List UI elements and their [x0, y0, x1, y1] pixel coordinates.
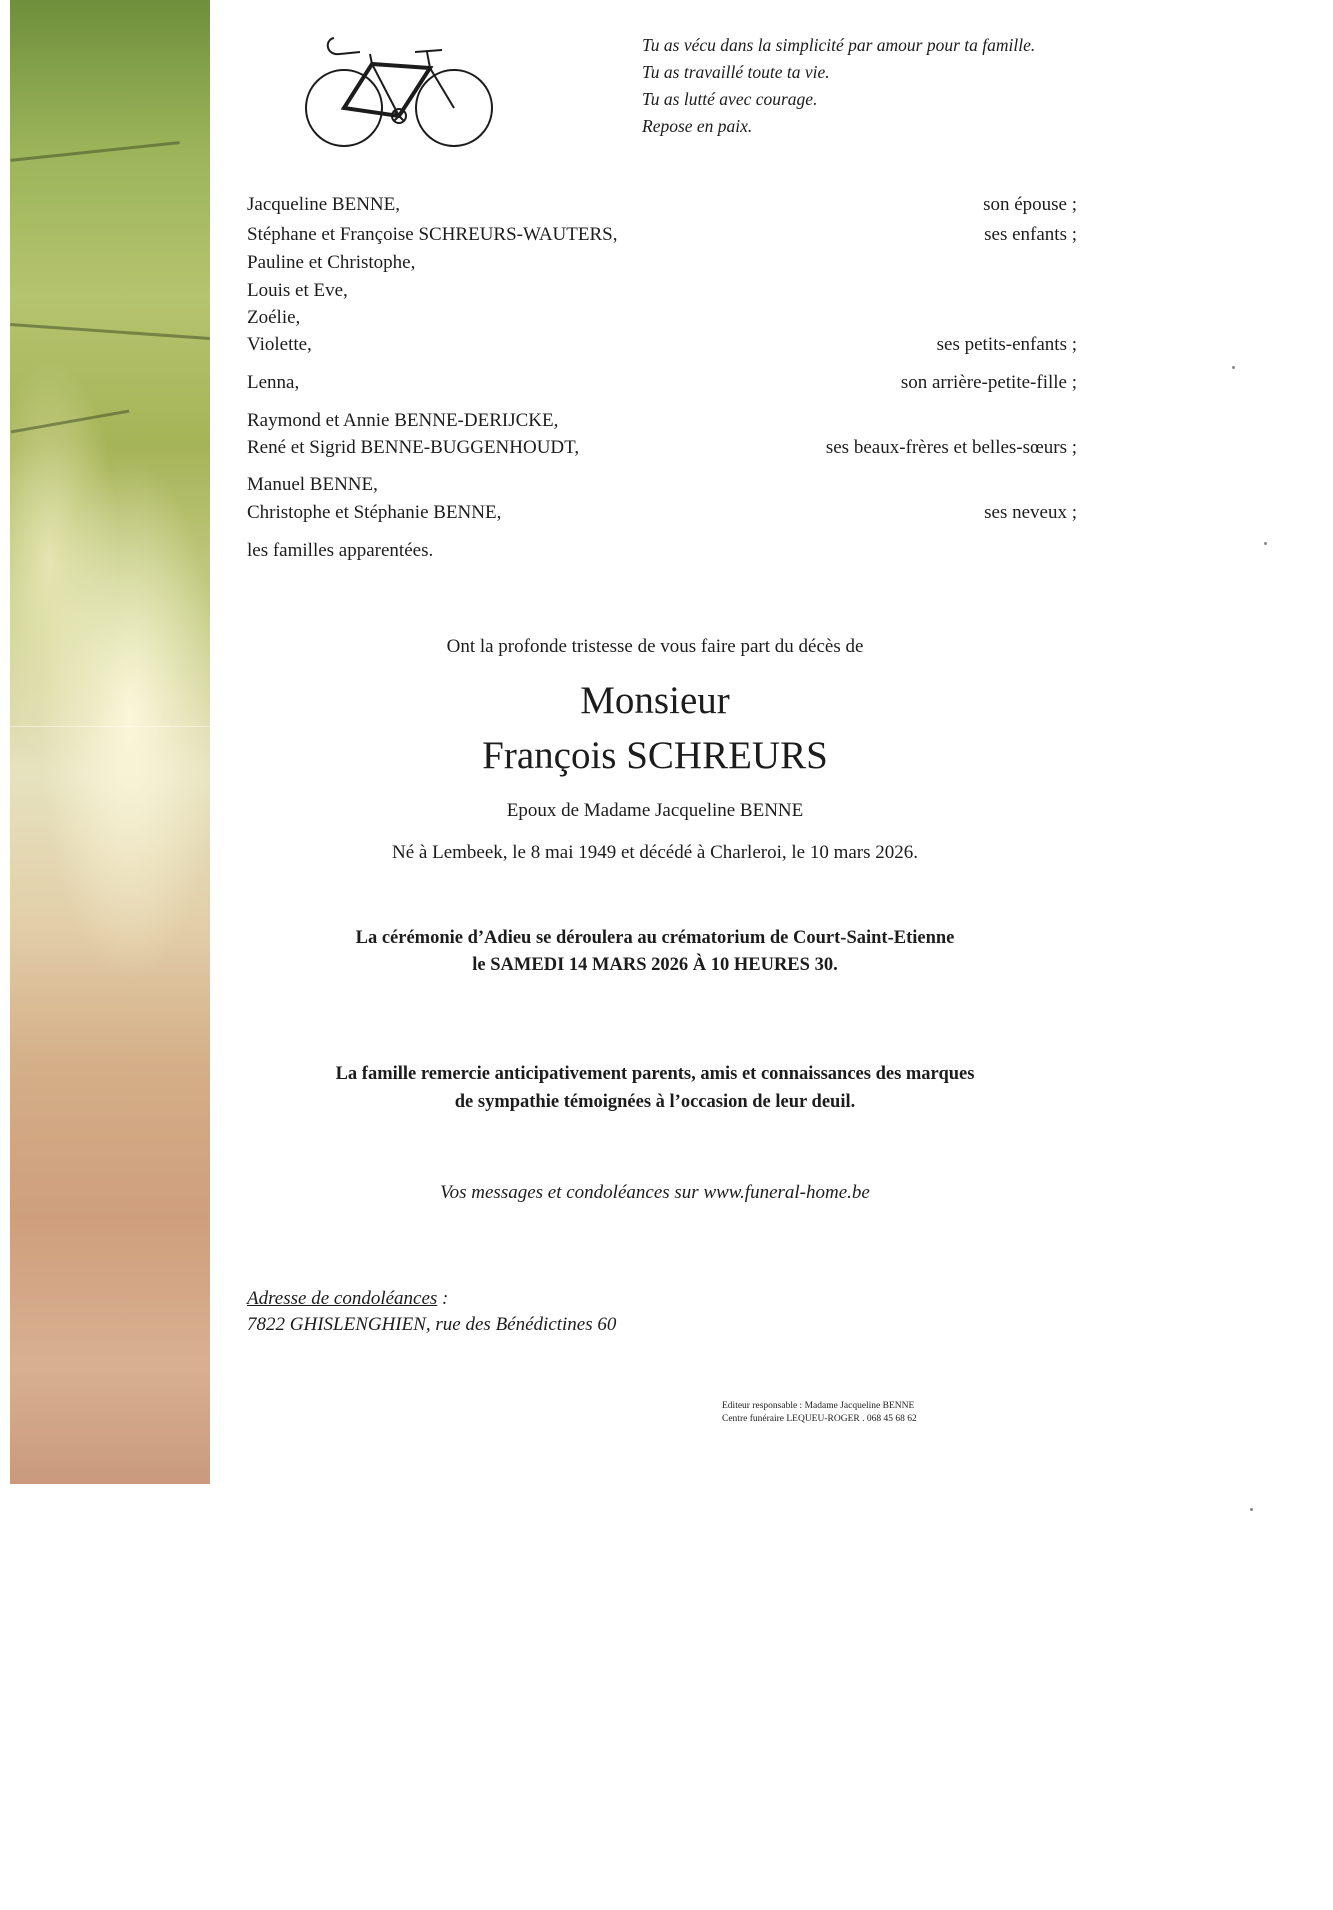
- family-member: Pauline et Christophe,: [247, 252, 416, 273]
- poem-line: Tu as lutté avec courage.: [642, 89, 818, 109]
- family-member: Raymond et Annie BENNE-DERIJCKE,: [247, 410, 559, 431]
- family-member: René et Sigrid BENNE-BUGGENHOUDT,: [247, 437, 580, 458]
- family-member: Stéphane et Françoise SCHREURS-WAUTERS,: [247, 224, 618, 245]
- poem: [642, 32, 1035, 140]
- condolence-address: 7822 GHISLENGHIEN, rue des Bénédictines 60: [247, 1314, 617, 1335]
- address-heading-row: [247, 1288, 448, 1310]
- family-member: Zoélie,: [247, 307, 301, 328]
- family-member: Jacqueline BENNE,: [247, 194, 401, 215]
- relation-label: son arrière-petite-fille ;: [900, 372, 1077, 393]
- deceased-title: Monsieur: [580, 679, 730, 722]
- deceased-name: François SCHREURS: [482, 734, 828, 777]
- family-member: Lenna,: [247, 372, 300, 393]
- poem-line: Repose en paix.: [642, 116, 753, 136]
- family-member: Violette,: [247, 334, 312, 355]
- family-member: Christophe et Stéphanie BENNE,: [247, 502, 502, 523]
- family-member: les familles apparentées.: [247, 540, 434, 561]
- family-member: Louis et Eve,: [247, 280, 348, 301]
- bicycle-icon: [302, 30, 498, 150]
- thanks-line: La famille remercie anticipativement parents, amis et connaissances des marques: [335, 1064, 975, 1084]
- relation-label: ses enfants ;: [984, 224, 1077, 245]
- relation-label: son épouse ;: [983, 194, 1077, 215]
- ceremony-date: le SAMEDI 14 MARS 2026 À 10 HEURES 30.: [472, 955, 838, 975]
- funeral-center-line: Centre funéraire LEQUEU-ROGER . 068 45 68 62: [722, 1414, 917, 1424]
- address-colon: :: [437, 1288, 449, 1309]
- thanks-line: de sympathie témoignées à l’occasion de leur deuil.: [454, 1092, 856, 1112]
- address-heading: Adresse de condoléances: [247, 1288, 438, 1309]
- relation-label: ses neveux ;: [984, 502, 1077, 523]
- relation-label: ses petits-enfants ;: [936, 334, 1077, 355]
- condolences-website: Vos messages et condoléances sur www.funeral-home.be: [440, 1182, 870, 1203]
- forest-photo-strip: [10, 0, 210, 1484]
- publisher-line: Editeur responsable : Madame Jacqueline BENNE: [722, 1401, 915, 1411]
- family-member: Manuel BENNE,: [247, 474, 378, 495]
- birth-death-dates: Né à Lembeek, le 8 mai 1949 et décédé à Charleroi, le 10 mars 2026.: [392, 842, 918, 863]
- poem-line: Tu as vécu dans la simplicité par amour pour ta famille.: [642, 35, 1036, 55]
- relation-label: ses beaux-frères et belles-sœurs ;: [825, 437, 1077, 458]
- announcement-intro: Ont la profonde tristesse de vous faire part du décès de: [446, 636, 864, 657]
- spouse-line: Epoux de Madame Jacqueline BENNE: [506, 800, 804, 821]
- ceremony-line: La cérémonie d’Adieu se déroulera au crématorium de Court-Saint-Etienne: [355, 928, 955, 948]
- poem-line: Tu as travaillé toute ta vie.: [642, 62, 830, 82]
